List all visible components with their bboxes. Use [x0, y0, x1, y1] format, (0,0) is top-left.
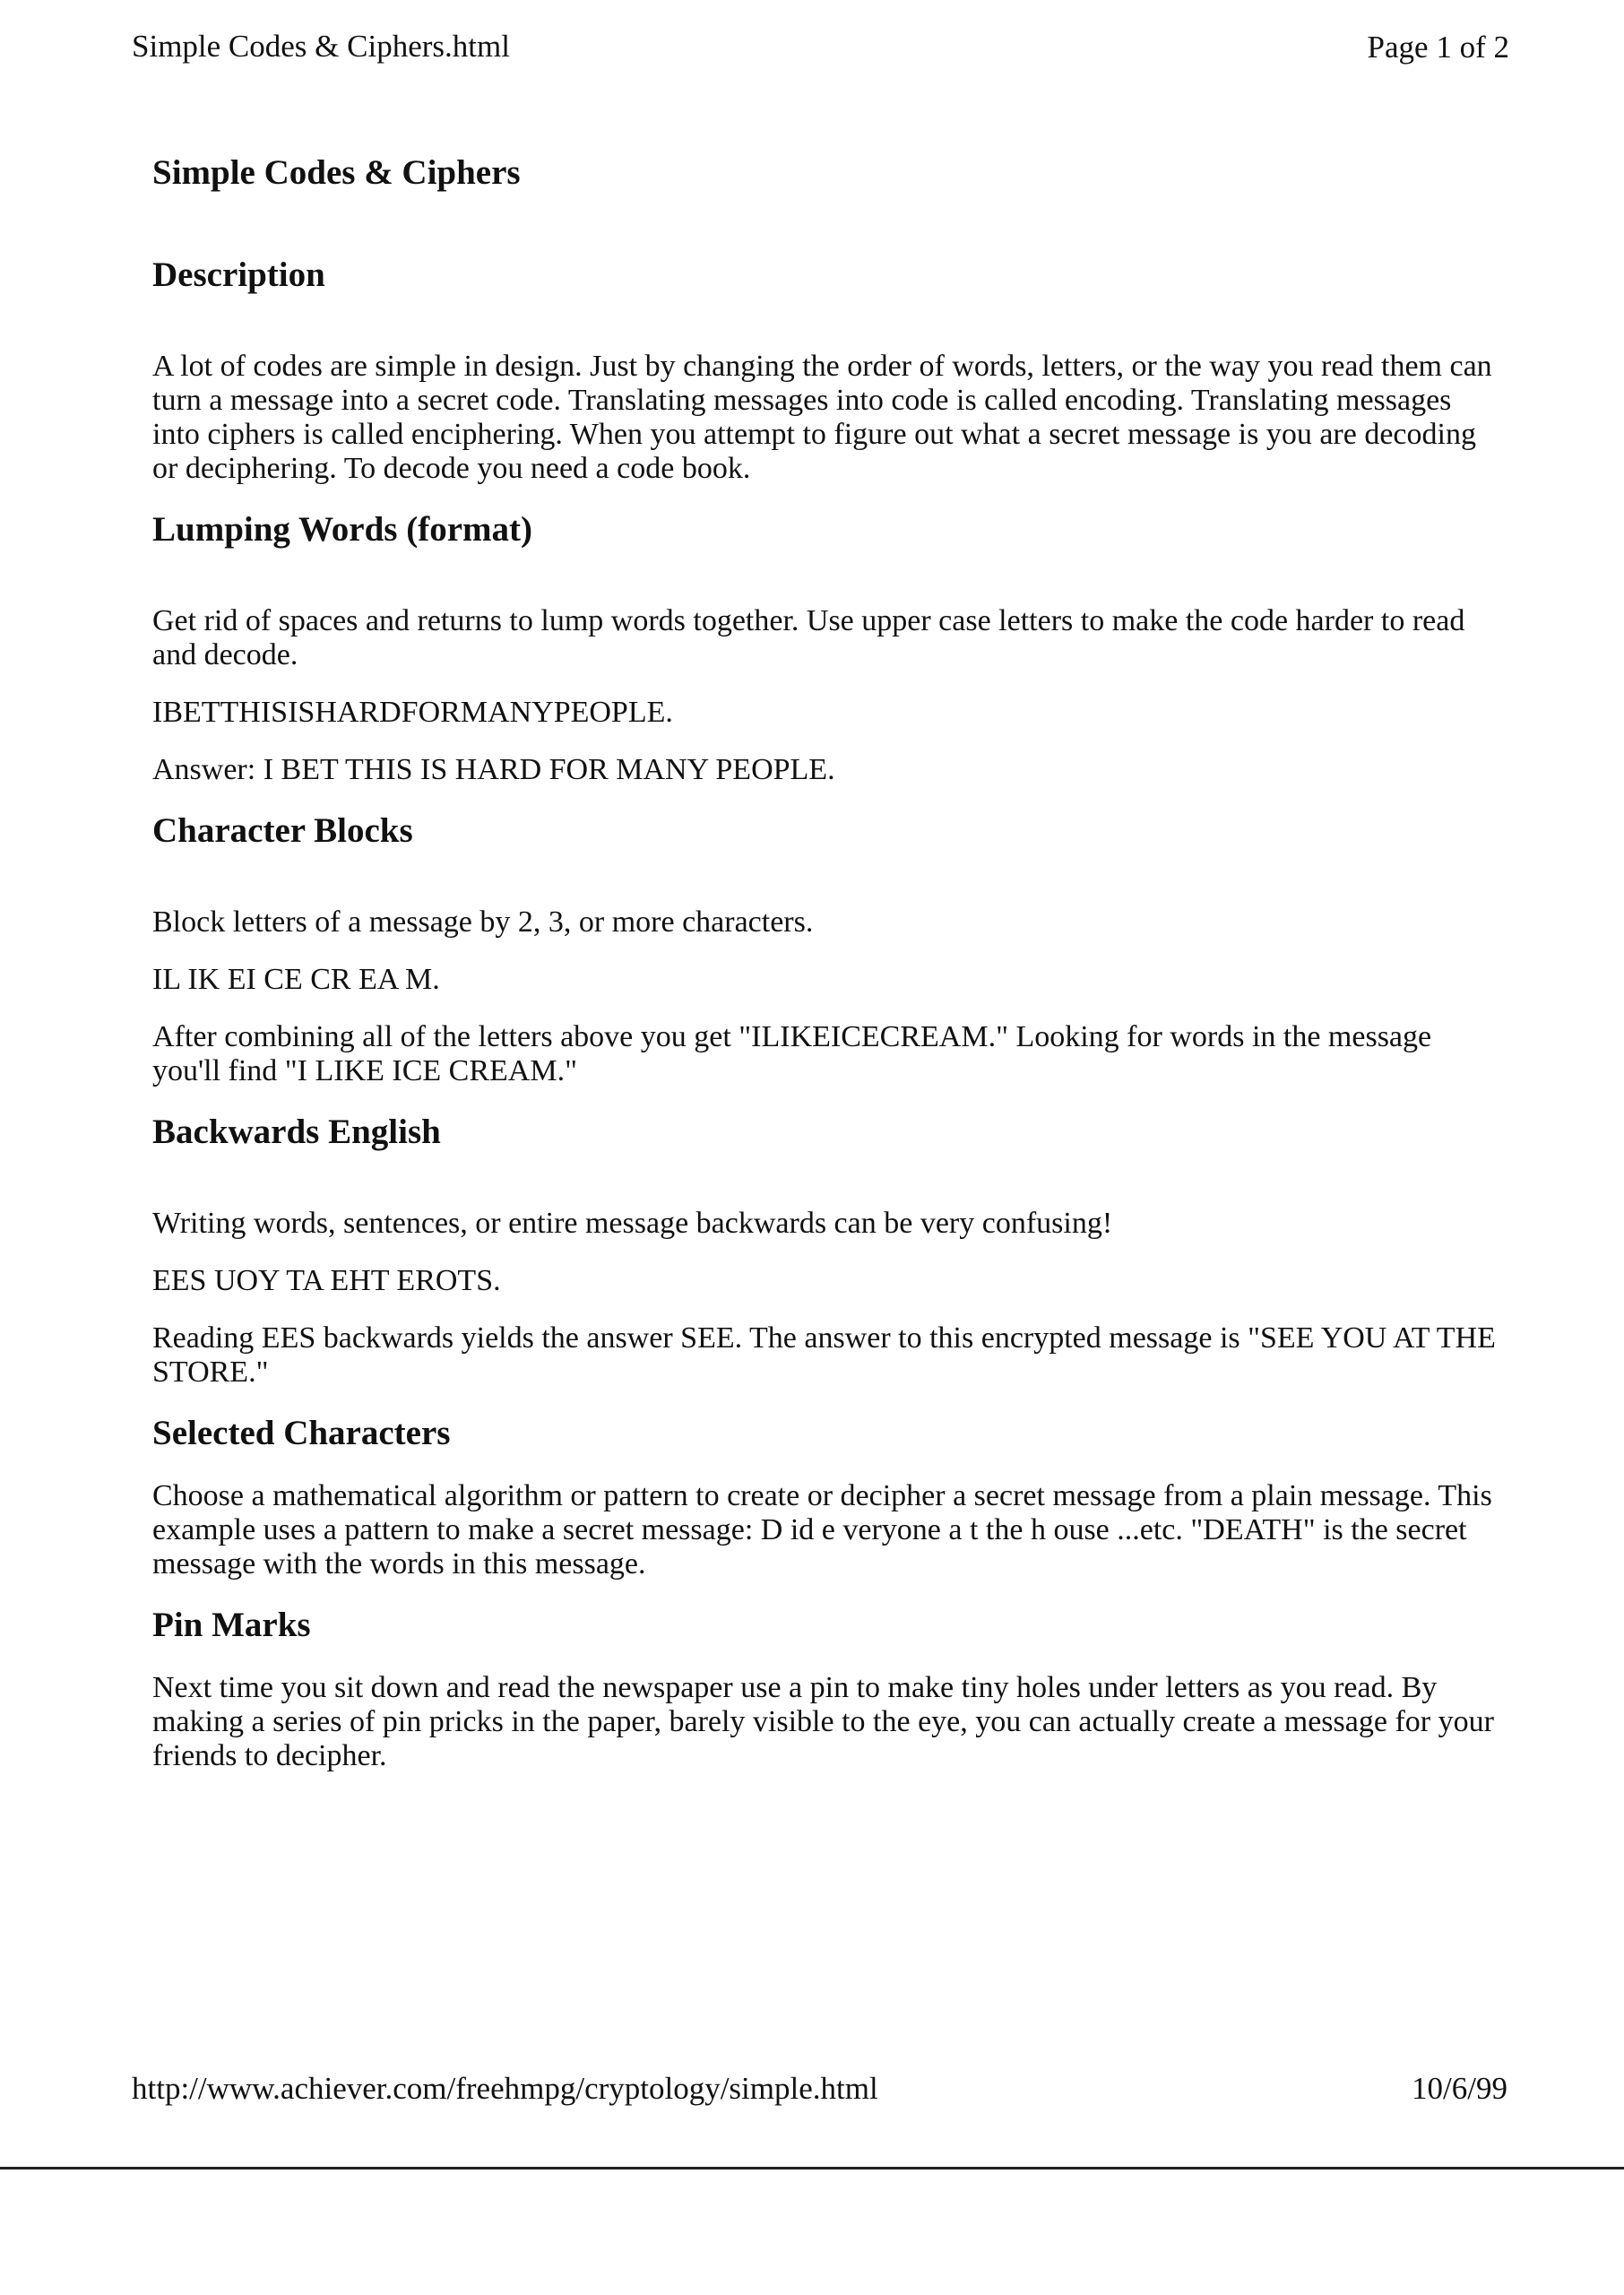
- section-backwards-english: [152, 1112, 1497, 1390]
- section-character-blocks: [152, 810, 1497, 1088]
- paragraph: Next time you sit down and read the newspaper use a pin to make tiny holes under letters as you read. By making a series of pin pricks in the paper, barely visible to the eye, you can actually create a message for your friends to decipher.: [152, 1671, 1494, 1772]
- header-filename: Simple Codes & Ciphers.html: [132, 29, 510, 64]
- header-page-number: Page 1 of 2: [1367, 30, 1509, 65]
- footer-date: 10/6/99: [1412, 2071, 1507, 2106]
- page-title: Simple Codes & Ciphers: [152, 153, 521, 192]
- paragraph: Block letters of a message by 2, 3, or more characters.: [152, 905, 814, 939]
- section-lumping-words: [152, 509, 1497, 787]
- section-selected-characters: [152, 1413, 1497, 1581]
- paragraph: After combining all of the letters above you get "ILIKEICECREAM." Looking for words in the message you'll find "I LIKE ICE CREAM.": [152, 1020, 1432, 1087]
- code-example: IBETTHISISHARDFORMANYPEOPLE.: [152, 696, 673, 729]
- section-heading: Lumping Words (format): [152, 510, 532, 549]
- section-heading: Description: [152, 255, 325, 294]
- code-example: EES UOY TA EHT EROTS.: [152, 1264, 501, 1297]
- answer-text: Answer: I BET THIS IS HARD FOR MANY PEOPLE.: [152, 753, 835, 786]
- section-pin-marks: [152, 1605, 1497, 1773]
- paragraph: Writing words, sentences, or entire message backwards can be very confusing!: [152, 1207, 1113, 1240]
- paragraph: Reading EES backwards yields the answer SEE. The answer to this encrypted message is "SEE YOU AT THE STORE.": [152, 1321, 1496, 1389]
- paragraph: Choose a mathematical algorithm or pattern to create or decipher a secret message from a plain message. This example uses a pattern to make a secret message: D id e veryone a t the h ouse ...etc. "DEATH" is the secret message with the words in this message.: [152, 1479, 1492, 1581]
- footer-url: http://www.achiever.com/freehmpg/cryptology/simple.html: [132, 2071, 878, 2106]
- code-example: IL IK EI CE CR EA M.: [152, 963, 440, 996]
- paragraph: A lot of codes are simple in design. Just by changing the order of words, letters, or the way you read them can turn a message into a secret code. Translating messages into code is called encoding. Translating messages into ciphers is called enciphering. When you attempt to figure out what a secret message is you are decoding or deciphering. To decode you need a code book.: [152, 350, 1492, 485]
- section-heading: Backwards English: [152, 1113, 441, 1151]
- document-body: [152, 152, 1497, 1797]
- section-heading: Pin Marks: [152, 1606, 311, 1644]
- paragraph: Get rid of spaces and returns to lump words together. Use upper case letters to make the code harder to read and decode.: [152, 604, 1465, 671]
- section-heading: Character Blocks: [152, 811, 413, 850]
- bottom-divider: [0, 2167, 1624, 2169]
- section-description: [152, 255, 1497, 486]
- section-heading: Selected Characters: [152, 1414, 451, 1452]
